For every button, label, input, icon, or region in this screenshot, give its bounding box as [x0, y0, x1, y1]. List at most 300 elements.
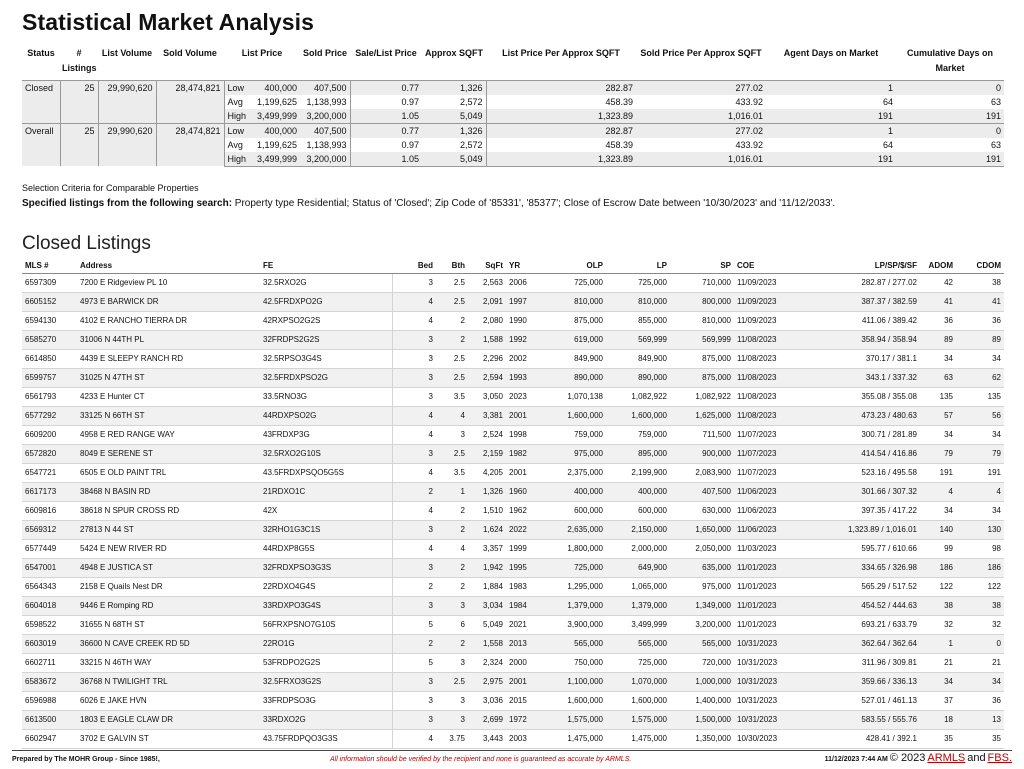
listing-cdom: 34: [956, 673, 1004, 692]
stats-adom: 191: [766, 152, 896, 167]
listings-header: SP: [670, 258, 734, 274]
listing-mls-number: 6602947: [22, 730, 77, 749]
listing-adom: 34: [920, 350, 956, 369]
stats-sqft: 2,572: [422, 95, 486, 109]
listing-mls-number: 6609816: [22, 502, 77, 521]
listing-year: 2015: [506, 692, 536, 711]
listing-olp: 750,000: [536, 654, 606, 673]
listing-address: 36600 N CAVE CREEK RD 5D: [77, 635, 260, 654]
listing-beds: 3: [392, 350, 436, 369]
stats-listings: 25: [60, 80, 98, 123]
listing-olp: 2,635,000: [536, 521, 606, 540]
listing-baths: 2.5: [436, 274, 468, 293]
listing-lp: 1,475,000: [606, 730, 670, 749]
listing-baths: 3.5: [436, 388, 468, 407]
listing-year: 2003: [506, 730, 536, 749]
listing-lp: 2,150,000: [606, 521, 670, 540]
stats-sold-price: 407,500: [300, 123, 350, 138]
listing-row: [22, 502, 1004, 521]
listing-row: [22, 407, 1004, 426]
listing-baths: 2: [436, 521, 468, 540]
listing-sp: 1,400,000: [670, 692, 734, 711]
listing-olp: 849,900: [536, 350, 606, 369]
listing-beds: 4: [392, 426, 436, 445]
listing-beds: 3: [392, 559, 436, 578]
stats-adom: 64: [882, 139, 893, 150]
listing-address: 4439 E SLEEPY RANCH RD: [77, 350, 260, 369]
listing-mls-number: 6597309: [22, 274, 77, 293]
listing-price-per-sqft: 583.55 / 555.76: [794, 711, 920, 730]
listing-cdom: 38: [956, 274, 1004, 293]
listing-cdom: 41: [956, 293, 1004, 312]
footer-and: and: [967, 752, 986, 764]
listing-mls-number: 6599757: [22, 369, 77, 388]
listing-row: [22, 369, 1004, 388]
listing-mls-number: 6614850: [22, 350, 77, 369]
stats-lp-sqft: 1,323.89: [486, 109, 636, 124]
listing-year: 1984: [506, 597, 536, 616]
listing-beds: 3: [392, 673, 436, 692]
listings-header-row: [22, 258, 1004, 274]
listing-row: [22, 635, 1004, 654]
listing-row: [22, 711, 1004, 730]
stats-list-price: 1,199,625: [256, 96, 297, 107]
listing-sp: 407,500: [670, 483, 734, 502]
listing-year: 2002: [506, 350, 536, 369]
listing-sp: 1,000,000: [670, 673, 734, 692]
listing-olp: 600,000: [536, 502, 606, 521]
listing-sqft: 3,036: [468, 692, 506, 711]
listing-cdom: 21: [956, 654, 1004, 673]
stats-header: Sale/List Price: [355, 48, 417, 58]
stats-sqft: 2,572: [422, 138, 486, 152]
listing-price-per-sqft: 414.54 / 416.86: [794, 445, 920, 464]
fbs-link[interactable]: FBS.: [987, 752, 1012, 764]
listing-adom: 35: [920, 730, 956, 749]
listing-adom: 191: [920, 464, 956, 483]
stats-lp-sqft: 458.39: [605, 96, 633, 107]
listing-adom: 21: [920, 654, 956, 673]
listing-cdom: 34: [956, 350, 1004, 369]
listing-olp: 1,295,000: [536, 578, 606, 597]
stats-sqft: 5,049: [422, 152, 486, 167]
listing-sqft: 1,884: [468, 578, 506, 597]
listing-features: 33RDXO2G: [260, 711, 392, 730]
listing-coe: 11/08/2023: [734, 331, 794, 350]
listing-mls-number: 6609200: [22, 426, 77, 445]
stats-row-label: Low: [224, 123, 250, 138]
listing-cdom: 89: [956, 331, 1004, 350]
listing-coe: 10/31/2023: [734, 711, 794, 730]
stats-adom: 1: [766, 80, 896, 95]
listing-beds: 3: [392, 388, 436, 407]
statistics-header-row: [22, 46, 1004, 80]
listing-price-per-sqft: 343.1 / 337.32: [794, 369, 920, 388]
listing-row: [22, 597, 1004, 616]
listing-price-per-sqft: 473.23 / 480.63: [794, 407, 920, 426]
listing-sqft: 2,975: [468, 673, 506, 692]
listing-year: 1990: [506, 312, 536, 331]
listing-olp: 890,000: [536, 369, 606, 388]
listing-mls-number: 6547721: [22, 464, 77, 483]
listing-coe: 11/07/2023: [734, 445, 794, 464]
listing-lp: 569,999: [606, 331, 670, 350]
listing-coe: 11/03/2023: [734, 540, 794, 559]
listing-price-per-sqft: 454.52 / 444.63: [794, 597, 920, 616]
footer-datetime: 11/12/2023 7:44 AM: [824, 756, 888, 763]
listing-row: [22, 654, 1004, 673]
listing-features: 22RDXO4G4S: [260, 578, 392, 597]
listing-coe: 11/06/2023: [734, 483, 794, 502]
listing-mls-number: 6583672: [22, 673, 77, 692]
listing-beds: 4: [392, 730, 436, 749]
stats-list-price: 400,000: [250, 123, 300, 138]
listing-sqft: 3,357: [468, 540, 506, 559]
listing-price-per-sqft: 693.21 / 633.79: [794, 616, 920, 635]
listing-adom: 122: [920, 578, 956, 597]
listing-row: [22, 730, 1004, 749]
listing-cdom: 122: [956, 578, 1004, 597]
listing-adom: 38: [920, 597, 956, 616]
listing-beds: 3: [392, 331, 436, 350]
listing-cdom: 79: [956, 445, 1004, 464]
listing-price-per-sqft: 300.71 / 281.89: [794, 426, 920, 445]
listing-year: 1972: [506, 711, 536, 730]
listing-olp: 1,800,000: [536, 540, 606, 559]
listing-lp: 3,499,999: [606, 616, 670, 635]
listing-sqft: 2,091: [468, 293, 506, 312]
stats-cdom: 191: [896, 109, 1004, 124]
listing-adom: 32: [920, 616, 956, 635]
listing-sp: 2,050,000: [670, 540, 734, 559]
listing-price-per-sqft: 282.87 / 277.02: [794, 274, 920, 293]
listing-mls-number: 6613500: [22, 711, 77, 730]
listing-features: 43.75FRDPQO3G3S: [260, 730, 392, 749]
listing-cdom: 35: [956, 730, 1004, 749]
listing-lp: 725,000: [606, 654, 670, 673]
listing-features: 21RDXO1C: [260, 483, 392, 502]
stats-list-price: 400,000: [250, 80, 300, 95]
listing-sp: 900,000: [670, 445, 734, 464]
listing-year: 2001: [506, 673, 536, 692]
listing-mls-number: 6564343: [22, 578, 77, 597]
listing-features: 32FRDXPSO3G3S: [260, 559, 392, 578]
listing-address: 1803 E EAGLE CLAW DR: [77, 711, 260, 730]
listing-beds: 4: [392, 464, 436, 483]
listing-baths: 3.75: [436, 730, 468, 749]
listings-header: OLP: [536, 258, 606, 274]
listing-lp: 400,000: [606, 483, 670, 502]
listing-cdom: 135: [956, 388, 1004, 407]
stats-row: [22, 123, 1004, 138]
listing-coe: 11/08/2023: [734, 407, 794, 426]
listing-mls-number: 6561793: [22, 388, 77, 407]
stats-list-price: 3,499,999: [250, 152, 300, 167]
listing-sqft: 1,942: [468, 559, 506, 578]
listing-coe: 10/31/2023: [734, 635, 794, 654]
listing-row: [22, 692, 1004, 711]
listing-mls-number: 6617173: [22, 483, 77, 502]
listing-address: 31006 N 44TH PL: [77, 331, 260, 350]
stats-adom: 191: [766, 109, 896, 124]
listing-cdom: 32: [956, 616, 1004, 635]
listing-sqft: 2,159: [468, 445, 506, 464]
stats-adom: 1: [766, 123, 896, 138]
listing-lp: 849,900: [606, 350, 670, 369]
listing-beds: 2: [392, 483, 436, 502]
page-footer: [12, 750, 1012, 766]
listing-sqft: 1,326: [468, 483, 506, 502]
listing-year: 1998: [506, 426, 536, 445]
listings-header: COE: [734, 258, 794, 274]
listing-mls-number: 6569312: [22, 521, 77, 540]
listing-sp: 975,000: [670, 578, 734, 597]
listing-baths: 3: [436, 597, 468, 616]
listing-address: 31655 N 68TH ST: [77, 616, 260, 635]
listing-lp: 1,600,000: [606, 692, 670, 711]
listing-olp: 1,600,000: [536, 692, 606, 711]
stats-sale-list: 0.97: [401, 96, 419, 107]
listing-baths: 2.5: [436, 445, 468, 464]
listing-features: 33.5RNO3G: [260, 388, 392, 407]
listings-header: Bed: [392, 258, 436, 274]
listing-olp: 1,600,000: [536, 407, 606, 426]
listing-sqft: 3,050: [468, 388, 506, 407]
listing-year: 2001: [506, 464, 536, 483]
listing-adom: 41: [920, 293, 956, 312]
stats-header: Sold Price: [302, 48, 347, 58]
stats-header: Approx SQFT: [425, 48, 483, 58]
listing-adom: 42: [920, 274, 956, 293]
stats-sqft: 1,326: [422, 123, 486, 138]
listing-sp: 3,200,000: [670, 616, 734, 635]
listing-year: 2022: [506, 521, 536, 540]
stats-sold-price: 1,138,993: [300, 95, 350, 109]
listing-sp: 1,500,000: [670, 711, 734, 730]
listing-year: 1999: [506, 540, 536, 559]
listing-olp: 565,000: [536, 635, 606, 654]
listing-lp: 855,000: [606, 312, 670, 331]
stats-status: Overall: [22, 123, 60, 166]
listing-lp: 600,000: [606, 502, 670, 521]
listings-header: MLS #: [22, 258, 77, 274]
listing-row: [22, 388, 1004, 407]
listing-adom: 89: [920, 331, 956, 350]
listing-baths: 2: [436, 578, 468, 597]
listing-year: 2021: [506, 616, 536, 635]
listing-lp: 759,000: [606, 426, 670, 445]
stats-sale-list: 0.97: [401, 139, 419, 150]
listing-sqft: 3,443: [468, 730, 506, 749]
listing-sp: 2,083,900: [670, 464, 734, 483]
stats-sqft: 1,326: [422, 80, 486, 95]
listing-cdom: 0: [956, 635, 1004, 654]
listing-sp: 565,000: [670, 635, 734, 654]
stats-row-label: Avg: [227, 139, 243, 150]
listing-price-per-sqft: 358.94 / 358.94: [794, 331, 920, 350]
listing-row: [22, 464, 1004, 483]
listing-adom: 135: [920, 388, 956, 407]
stats-sold-price: 3,200,000: [300, 152, 350, 167]
listing-baths: 2.5: [436, 293, 468, 312]
stats-sp-sqft: 433.92: [735, 139, 763, 150]
listing-mls-number: 6598522: [22, 616, 77, 635]
listing-row: [22, 274, 1004, 293]
listing-mls-number: 6577449: [22, 540, 77, 559]
stats-list-volume: 29,990,620: [98, 123, 156, 166]
listing-baths: 3: [436, 654, 468, 673]
stats-row-label: High: [224, 152, 250, 167]
listing-price-per-sqft: 397.35 / 417.22: [794, 502, 920, 521]
listing-price-per-sqft: 355.08 / 355.08: [794, 388, 920, 407]
listing-mls-number: 6572820: [22, 445, 77, 464]
listing-beds: 4: [392, 502, 436, 521]
listing-address: 4233 E Hunter CT: [77, 388, 260, 407]
listing-adom: 57: [920, 407, 956, 426]
listing-cdom: 34: [956, 426, 1004, 445]
listing-olp: 725,000: [536, 559, 606, 578]
listing-lp: 1,082,922: [606, 388, 670, 407]
stats-header: Agent Days on Market: [783, 48, 879, 58]
listing-features: 32.5FRDXPSO2G: [260, 369, 392, 388]
stats-sold-price: 1,138,993: [300, 138, 350, 152]
stats-sale-list: 0.77: [350, 80, 422, 95]
footer-disclaimer: All information should be verified by the recipient and none is guaranteed as accurate by ARMLS.: [330, 756, 632, 763]
listing-price-per-sqft: 359.66 / 336.13: [794, 673, 920, 692]
listing-features: 44RDXPSO2G: [260, 407, 392, 426]
listing-address: 4948 E JUSTICA ST: [77, 559, 260, 578]
listing-adom: 99: [920, 540, 956, 559]
listing-coe: 11/01/2023: [734, 578, 794, 597]
listing-row: [22, 331, 1004, 350]
closed-listings-table: [22, 258, 1004, 749]
listings-header: LP: [606, 258, 670, 274]
listings-header: SqFt: [468, 258, 506, 274]
listing-lp: 895,000: [606, 445, 670, 464]
listing-coe: 11/01/2023: [734, 597, 794, 616]
listing-sp: 711,500: [670, 426, 734, 445]
listing-year: 1992: [506, 331, 536, 350]
listing-lp: 1,600,000: [606, 407, 670, 426]
listing-year: 2023: [506, 388, 536, 407]
listing-coe: 11/07/2023: [734, 426, 794, 445]
listing-sp: 569,999: [670, 331, 734, 350]
criteria-text: [22, 198, 1004, 209]
listing-baths: 3.5: [436, 464, 468, 483]
listing-beds: 3: [392, 274, 436, 293]
listing-year: 1982: [506, 445, 536, 464]
listing-row: [22, 350, 1004, 369]
listing-features: 32FRDPS2G2S: [260, 331, 392, 350]
listing-mls-number: 6594130: [22, 312, 77, 331]
stats-list-price: 1,199,625: [256, 139, 297, 150]
listing-olp: 975,000: [536, 445, 606, 464]
listing-row: [22, 445, 1004, 464]
stats-row-label: Low: [224, 80, 250, 95]
listing-olp: 725,000: [536, 274, 606, 293]
footer-prepared-by: Prepared by The MOHR Group - Since 1985!,: [12, 756, 160, 763]
listing-sp: 1,349,000: [670, 597, 734, 616]
listing-lp: 1,575,000: [606, 711, 670, 730]
listing-sqft: 1,558: [468, 635, 506, 654]
listing-features: 32RHO1G3C1S: [260, 521, 392, 540]
listing-price-per-sqft: 411.06 / 389.42: [794, 312, 920, 331]
section-title-closed-listings: Closed Listings: [22, 233, 151, 254]
listing-coe: 11/08/2023: [734, 388, 794, 407]
listing-features: 22RO1G: [260, 635, 392, 654]
listing-row: [22, 293, 1004, 312]
stats-list-volume: 29,990,620: [98, 80, 156, 123]
listing-baths: 2: [436, 559, 468, 578]
stats-sold-volume: 28,474,821: [156, 80, 224, 123]
stats-cdom: 63: [990, 139, 1001, 150]
listing-address: 4102 E RANCHO TIERRA DR: [77, 312, 260, 331]
stats-list-price: 3,499,999: [250, 109, 300, 124]
listing-features: 56FRXPSNO7G10S: [260, 616, 392, 635]
listing-address: 6505 E OLD PAINT TRL: [77, 464, 260, 483]
armls-link[interactable]: ARMLS: [927, 752, 966, 764]
listing-adom: 18: [920, 711, 956, 730]
listing-sp: 875,000: [670, 350, 734, 369]
listing-coe: 11/08/2023: [734, 350, 794, 369]
listing-sqft: 1,588: [468, 331, 506, 350]
listing-olp: 1,100,000: [536, 673, 606, 692]
listing-baths: 3: [436, 711, 468, 730]
stats-header: Sold Price Per Approx SQFT: [640, 48, 762, 58]
listing-baths: 2.5: [436, 350, 468, 369]
stats-sale-list: 0.77: [350, 123, 422, 138]
listing-sp: 635,000: [670, 559, 734, 578]
listing-beds: 3: [392, 445, 436, 464]
listing-beds: 3: [392, 521, 436, 540]
listing-lp: 2,000,000: [606, 540, 670, 559]
listing-adom: 63: [920, 369, 956, 388]
listing-features: 53FRDPO2G2S: [260, 654, 392, 673]
listing-cdom: 36: [956, 692, 1004, 711]
listing-cdom: 186: [956, 559, 1004, 578]
listing-price-per-sqft: 565.29 / 517.52: [794, 578, 920, 597]
listing-lp: 890,000: [606, 369, 670, 388]
stats-row-label: High: [224, 109, 250, 124]
listing-features: 33RDXPO3G4S: [260, 597, 392, 616]
listing-price-per-sqft: 1,323.89 / 1,016.01: [794, 521, 920, 540]
listing-baths: 4: [436, 540, 468, 559]
listing-cdom: 34: [956, 502, 1004, 521]
listing-address: 36768 N TWILIGHT TRL: [77, 673, 260, 692]
stats-header: Sold Volume: [163, 48, 217, 58]
stats-lp-sqft: 282.87: [486, 80, 636, 95]
listing-price-per-sqft: 301.66 / 307.32: [794, 483, 920, 502]
listing-olp: 619,000: [536, 331, 606, 350]
listing-features: 42RXPSO2G2S: [260, 312, 392, 331]
listing-olp: 2,375,000: [536, 464, 606, 483]
criteria-detail: Property type Residential; Status of 'Closed'; Zip Code of '85331', '85377'; Close of Escrow Date between '10/30/2023' and '11/12/2033'.: [232, 198, 836, 209]
listing-adom: 34: [920, 426, 956, 445]
listing-features: 43FRDXP3G: [260, 426, 392, 445]
listing-year: 1983: [506, 578, 536, 597]
listing-baths: 2: [436, 312, 468, 331]
listing-cdom: 36: [956, 312, 1004, 331]
listing-address: 38468 N BASIN RD: [77, 483, 260, 502]
listing-row: [22, 616, 1004, 635]
criteria-label: Specified listings from the following search:: [22, 198, 233, 209]
listing-address: 7200 E Ridgeview PL 10: [77, 274, 260, 293]
listing-sqft: 2,296: [468, 350, 506, 369]
listing-cdom: 130: [956, 521, 1004, 540]
criteria-heading: Selection Criteria for Comparable Properties: [22, 183, 199, 193]
listing-lp: 1,065,000: [606, 578, 670, 597]
listing-price-per-sqft: 527.01 / 461.13: [794, 692, 920, 711]
